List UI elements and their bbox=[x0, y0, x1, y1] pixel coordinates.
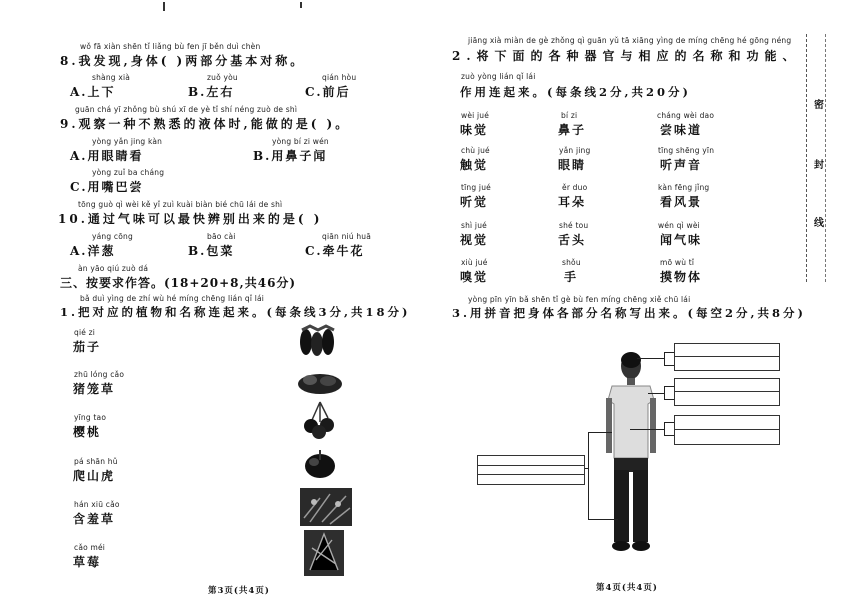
function-pinyin: kàn fēng jǐng bbox=[658, 183, 710, 192]
q10-option-c[interactable]: C.牵牛花 bbox=[305, 244, 365, 258]
answer-box-arm[interactable] bbox=[477, 455, 585, 485]
plant-name-cherry[interactable]: 樱桃 bbox=[73, 425, 102, 439]
plant-name-ivy[interactable]: 爬山虎 bbox=[73, 469, 116, 483]
sense-pinyin: xiù jué bbox=[461, 258, 488, 267]
function-see[interactable]: 看风景 bbox=[660, 195, 703, 209]
connector-line bbox=[664, 422, 665, 436]
section3-pinyin: àn yāo qiú zuò dá bbox=[78, 264, 149, 273]
plant-pinyin: hán xiū cǎo bbox=[74, 500, 120, 509]
child-body-image bbox=[602, 350, 660, 555]
mimosa-image[interactable] bbox=[300, 488, 352, 526]
plant-pinyin: zhū lóng cǎo bbox=[74, 370, 125, 379]
q2-pinyin: jiāng xià miàn de gè zhǒng qì guān yǔ tā xiāng yìng de míng chēng hé gōng néng bbox=[468, 36, 792, 45]
scan-mark bbox=[163, 2, 165, 11]
answer-box-torso[interactable] bbox=[674, 415, 780, 445]
section3-title: 三、按要求作答。(18+20+8,共46分) bbox=[60, 276, 297, 290]
connector-line bbox=[588, 432, 589, 520]
plant-pinyin: yīng tao bbox=[74, 413, 107, 422]
q10-option-a[interactable]: A.洋葱 bbox=[70, 244, 116, 258]
q8-opt-b-pinyin: zuǒ yòu bbox=[207, 73, 238, 82]
seal-char: 线 bbox=[814, 218, 824, 229]
q1-pinyin: bǎ duì yìng de zhí wù hé míng chēng lián qǐ lái bbox=[80, 294, 265, 303]
q8-option-c[interactable]: C.前后 bbox=[305, 85, 351, 99]
answer-box-head[interactable] bbox=[674, 343, 780, 371]
q9-question: 9.观察一种不熟悉的液体时,能做的是( )。 bbox=[60, 117, 351, 131]
connector-line bbox=[664, 352, 665, 366]
cherry-image[interactable] bbox=[300, 400, 340, 440]
page-number: 第4页(共4页) bbox=[596, 583, 658, 593]
sense-pinyin: wèi jué bbox=[461, 111, 490, 120]
connector-line bbox=[588, 519, 618, 520]
q9-option-a[interactable]: A.用眼睛看 bbox=[70, 149, 144, 163]
answer-box-neck[interactable] bbox=[674, 378, 780, 406]
ivy-image[interactable] bbox=[302, 446, 340, 482]
organ-hand[interactable]: 手 bbox=[564, 270, 579, 284]
connector-line bbox=[588, 432, 612, 433]
pitcher-plant-image[interactable] bbox=[296, 368, 344, 396]
seal-char: 密 bbox=[814, 100, 824, 111]
q9-opt-c-pinyin: yòng zuǐ ba cháng bbox=[92, 168, 165, 177]
organ-pinyin: bí zi bbox=[561, 111, 578, 120]
scan-mark bbox=[300, 2, 302, 8]
function-taste[interactable]: 尝味道 bbox=[660, 123, 703, 137]
plant-name-pitcher-plant[interactable]: 猪笼草 bbox=[73, 382, 116, 396]
plant-name-strawberry[interactable]: 草莓 bbox=[73, 555, 102, 569]
q1-question: 1.把对应的植物和名称连起来。(每条线3分,共18分) bbox=[60, 305, 411, 319]
q10-opt-a-pinyin: yáng cōng bbox=[92, 232, 133, 241]
function-pinyin: cháng wèi dao bbox=[657, 111, 715, 120]
q8-opt-a-pinyin: shàng xià bbox=[92, 73, 131, 82]
plant-pinyin: pá shān hǔ bbox=[74, 457, 118, 466]
connector-line bbox=[664, 386, 674, 387]
organ-pinyin: yǎn jing bbox=[559, 146, 591, 155]
seal-char: 封 bbox=[814, 160, 824, 171]
q10-opt-b-pinyin: bāo cài bbox=[207, 232, 236, 241]
q8-option-a[interactable]: A.上下 bbox=[70, 85, 116, 99]
sense-smell[interactable]: 嗅觉 bbox=[460, 270, 489, 284]
q2-pinyin-2: zuò yòng lián qǐ lái bbox=[461, 72, 536, 81]
sense-sight[interactable]: 视觉 bbox=[460, 233, 489, 247]
function-pinyin: tīng shēng yīn bbox=[658, 146, 715, 155]
q8-opt-c-pinyin: qián hòu bbox=[322, 73, 357, 82]
connector-line bbox=[664, 386, 665, 400]
seal-line bbox=[806, 34, 807, 282]
connector-line bbox=[664, 435, 674, 436]
seal-line bbox=[825, 34, 826, 282]
q8-option-b[interactable]: B.左右 bbox=[188, 85, 235, 99]
eggplant-image[interactable] bbox=[296, 322, 340, 358]
function-hear[interactable]: 听声音 bbox=[660, 158, 703, 172]
q9-option-c[interactable]: C.用嘴巴尝 bbox=[70, 180, 144, 194]
page-number: 第3页(共4页) bbox=[208, 586, 270, 596]
organ-eyes[interactable]: 眼睛 bbox=[558, 158, 587, 172]
plant-name-mimosa[interactable]: 含羞草 bbox=[73, 512, 116, 526]
q9-opt-b-pinyin: yòng bí zi wén bbox=[272, 137, 329, 146]
function-pinyin: wén qì wèi bbox=[658, 221, 700, 230]
function-smell[interactable]: 闻气味 bbox=[660, 233, 703, 247]
connector-line bbox=[637, 358, 665, 359]
function-pinyin: mō wù tǐ bbox=[660, 258, 695, 267]
q10-opt-c-pinyin: qiān niú huā bbox=[322, 232, 372, 241]
connector-line bbox=[664, 365, 674, 366]
q9-opt-a-pinyin: yòng yǎn jing kàn bbox=[92, 137, 163, 146]
organ-nose[interactable]: 鼻子 bbox=[558, 123, 587, 137]
organ-pinyin: shé tou bbox=[559, 221, 589, 230]
connector-line bbox=[648, 393, 665, 394]
strawberry-image[interactable] bbox=[304, 530, 344, 576]
sense-taste[interactable]: 味觉 bbox=[460, 123, 489, 137]
q3-pinyin: yòng pīn yīn bǎ shēn tǐ gè bù fen míng chēng xiě chū lái bbox=[468, 295, 691, 304]
sense-pinyin: shì jué bbox=[461, 221, 487, 230]
q10-pinyin: tōng guò qì wèi kě yǐ zuì kuài biàn bié chū lái de shì bbox=[78, 200, 283, 209]
connector-line bbox=[664, 399, 674, 400]
q9-pinyin: guān chá yī zhǒng bù shú xī de yè tǐ shí néng zuò de shì bbox=[75, 105, 298, 114]
connector-line bbox=[664, 422, 674, 423]
q10-option-b[interactable]: B.包菜 bbox=[188, 244, 235, 258]
q2-question-2: 作用连起来。(每条线2分,共20分) bbox=[460, 85, 691, 99]
q9-option-b[interactable]: B.用鼻子闻 bbox=[253, 149, 328, 163]
organ-tongue[interactable]: 舌头 bbox=[558, 233, 587, 247]
organ-pinyin: ěr duo bbox=[562, 183, 588, 192]
sense-touch[interactable]: 触觉 bbox=[460, 158, 489, 172]
connector-line bbox=[664, 352, 674, 353]
plant-name-eggplant[interactable]: 茄子 bbox=[73, 340, 102, 354]
q8-question: 8.我发现,身体( )两部分基本对称。 bbox=[60, 54, 306, 68]
plant-pinyin: qié zi bbox=[74, 328, 96, 337]
connector-line bbox=[630, 429, 665, 430]
sense-pinyin: chù jué bbox=[461, 146, 490, 155]
sense-hearing[interactable]: 听觉 bbox=[460, 195, 489, 209]
q2-question: 2.将下面的各种器官与相应的名称和功能、 bbox=[452, 49, 801, 63]
q8-pinyin: wǒ fā xiàn shēn tǐ liǎng bù fen jī běn duì chèn bbox=[80, 42, 261, 51]
organ-ears[interactable]: 耳朵 bbox=[558, 195, 587, 209]
plant-pinyin: cǎo méi bbox=[74, 543, 106, 552]
q3-question: 3.用拼音把身体各部分名称写出来。(每空2分,共8分) bbox=[452, 306, 806, 320]
sense-pinyin: tīng jué bbox=[461, 183, 491, 192]
q10-question: 10.通过气味可以最快辨别出来的是( ) bbox=[58, 212, 323, 226]
organ-pinyin: shǒu bbox=[562, 258, 581, 267]
function-touch[interactable]: 摸物体 bbox=[660, 270, 703, 284]
